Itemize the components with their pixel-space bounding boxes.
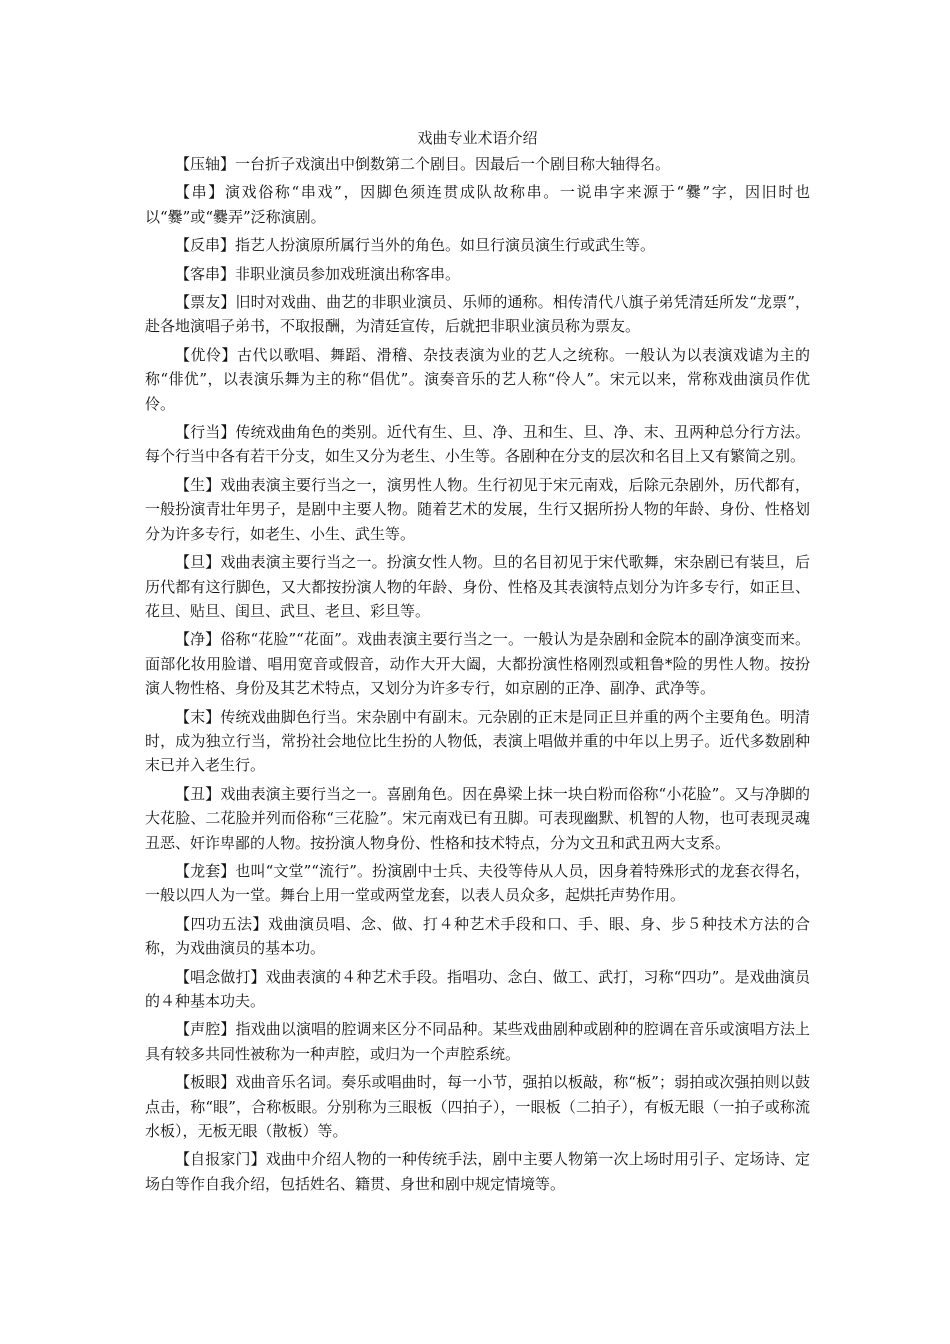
term-entry: [145, 912, 810, 961]
term-definition: 俗称“花脸”“花面”。戏曲表演主要行当之一。一般认为是杂剧和金院本的副净演变而来。面部化妆用脸谱、唱用宽音或假音，动作大开大阖，大都扮演性格刚烈或粗鲁*险的男性人物。按扮演人物性格、身份及其艺术特点，又划分为许多专行，如京剧的正净、副净、武净等。: [145, 630, 810, 698]
term-entry: [145, 343, 810, 416]
term-definition: 戏曲演员唱、念、做、打４种艺术手段和口、手、眼、身、步５种技术方法的合称，为戏曲演员的基本功。: [145, 914, 810, 958]
term-definition: 非职业演员参加戏班演出称客串。: [235, 264, 461, 283]
term-entry: [145, 782, 810, 855]
term-definition: 指戏曲以演唱的腔调来区分不同品种。某些戏曲剧种或剧种的腔调在音乐或演唱方法上具有较多共同性被称为一种声腔，或归为一个声腔系统。: [145, 1020, 810, 1063]
term-label: 【串】: [175, 183, 225, 202]
term-label: 【生】: [175, 475, 221, 494]
term-entry: [145, 1147, 810, 1196]
term-label: 【压轴】: [175, 155, 236, 173]
entry-list: [145, 152, 810, 1196]
term-definition: 演戏俗称“串戏”，因脚色须连贯成队故称串。一说串字来源于“爨”字，因旧时也以“爨”或“爨弄”泛称演剧。: [145, 183, 810, 226]
term-label: 【票友】: [175, 293, 236, 312]
term-definition: 传统戏曲角色的类别。近代有生、旦、净、丑和生、旦、净、末、丑两种总分行方法。每个行当中各有若干分支，如生又分为老生、小生等。各剧种在分支的层次和名目上又有繁简之别。: [145, 423, 810, 466]
term-label: 【净】: [175, 630, 221, 649]
document-page: [145, 126, 810, 1200]
term-definition: 戏曲表演的４种艺术手段。指唱功、念白、做工、武打，习称“四功”。是戏曲演员的４种基本功夫。: [145, 967, 810, 1010]
term-entry: [145, 1017, 810, 1066]
term-label: 【行当】: [175, 423, 236, 442]
term-entry: [145, 180, 810, 229]
term-entry: [145, 473, 810, 546]
term-label: 【板眼】: [175, 1073, 236, 1092]
term-label: 【客串】: [175, 264, 236, 283]
term-label: 【反串】: [175, 236, 236, 255]
term-definition: 戏曲表演主要行当之一。喜剧角色。因在鼻梁上抹一块白粉而俗称“小花脸”。又与净脚的大花脸、二花脸并列而俗称“三花脸”。宋元南戏已有丑脚。可表现幽默、机智的人物，也可表现灵魂丑恶、奸诈卑鄙的人物。按扮演人物身份、性格和技术特点，分为文丑和武丑两大支系。: [145, 784, 810, 852]
term-label: 【唱念做打】: [175, 967, 266, 986]
term-entry: [145, 627, 810, 700]
term-entry: [145, 859, 810, 908]
term-definition: 戏曲表演主要行当之一，演男性人物。生行初见于宋元南戏，后除元杂剧外，历代都有，一般扮演青壮年男子，是剧中主要人物。随着艺术的发展，生行又据所扮人物的年龄、身份、性格划分为许多专行，如老生、小生、武生等。: [145, 475, 810, 543]
term-definition: 旧时对戏曲、曲艺的非职业演员、乐师的通称。相传清代八旗子弟凭清廷所发“龙票”，赴各地演唱子弟书，不取报酬，为清廷宣传，后就把非职业演员称为票友。: [145, 293, 810, 336]
term-entry: [145, 233, 810, 257]
term-entry: [145, 290, 810, 339]
term-definition: 戏曲音乐名词。奏乐或唱曲时，每一小节，强拍以板敲，称“板”；弱拍或次强拍则以鼓点击，称“眼”，合称板眼。分别称为三眼板（四拍子），一眼板（二拍子），有板无眼（一拍子或称流水板），无板无眼（散板）等。: [145, 1073, 810, 1141]
term-entry: [145, 705, 810, 778]
term-definition: 古代以歌唱、舞蹈、滑稽、杂技表演为业的艺人之统称。一般认为以表演戏谑为主的称“俳优”，以表演乐舞为主的称“倡优”。演奏音乐的艺人称“伶人”。宋元以来，常称戏曲演员作优伶。: [145, 345, 810, 413]
term-label: 【旦】: [175, 553, 221, 572]
term-definition: 也叫“文堂”“流行”。扮演剧中士兵、夫役等侍从人员，因身着特殊形式的龙套衣得名，一般以四人为一堂。舞台上用一堂或两堂龙套，以表人员众多，起烘托声势作用。: [145, 861, 810, 905]
term-entry: [145, 152, 810, 176]
document-title: 戏曲专业术语介绍: [417, 129, 538, 147]
term-label: 【丑】: [175, 784, 221, 803]
term-entry: [145, 1070, 810, 1143]
term-entry: [145, 965, 810, 1014]
term-definition: 戏曲中介绍人物的一种传统手法，剧中主要人物第一次上场时用引子、定场诗、定场白等作自我介绍，包括姓名、籍贯、身世和剧中规定情境等。: [145, 1150, 810, 1193]
term-definition: 戏曲表演主要行当之一。扮演女性人物。旦的名目初见于宋代歌舞，宋杂剧已有装旦，后历代都有这行脚色，又大都按扮演人物的年龄、身份、性格及其表演特点划分为许多专行，如正旦、花旦、贴旦、闺旦、武旦、老旦、彩旦等。: [145, 553, 810, 620]
term-label: 【声腔】: [175, 1020, 236, 1039]
term-entry: [145, 550, 810, 623]
term-label: 【自报家门】: [175, 1150, 266, 1169]
term-entry: [145, 262, 810, 286]
term-entry: [145, 420, 810, 469]
term-label: 【四功五法】: [175, 914, 268, 933]
term-label: 【龙套】: [175, 861, 236, 880]
term-label: 【末】: [175, 707, 221, 726]
term-definition: 传统戏曲脚色行当。宋杂剧中有副末。元杂剧的正末是同正旦并重的两个主要角色。明清时，成为独立行当，常扮社会地位比生扮的人物低，表演上唱做并重的中年以上男子。近代多数剧种末已并入老生行。: [145, 707, 810, 775]
term-label: 【优伶】: [175, 345, 237, 364]
term-definition: 一台折子戏演出中倒数第二个剧目。因最后一个剧目称大轴得名。: [235, 155, 671, 173]
term-definition: 指艺人扮演原所属行当外的角色。如旦行演员演生行或武生等。: [235, 236, 656, 255]
